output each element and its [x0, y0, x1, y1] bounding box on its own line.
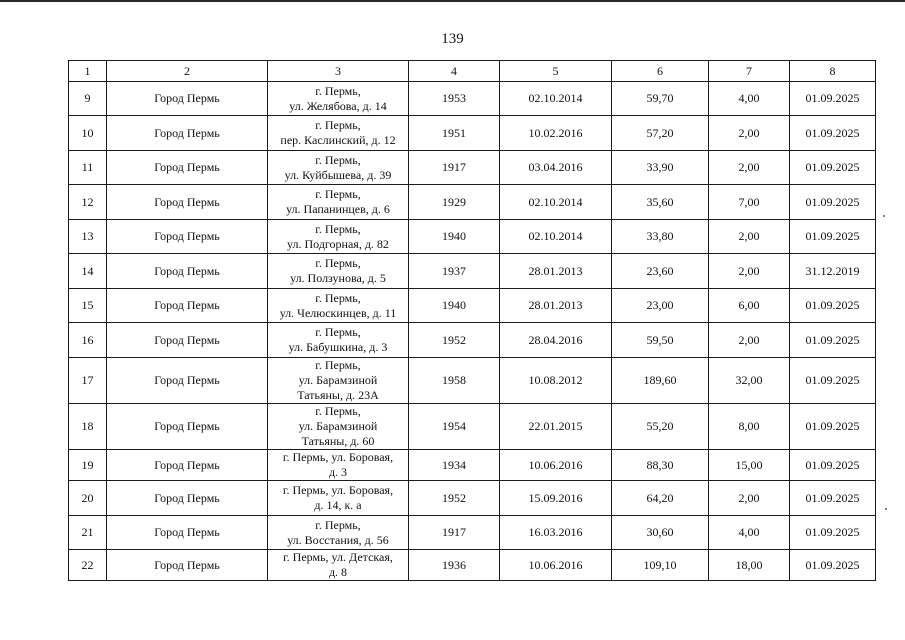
address-line: ул. Подгорная, д. 82	[287, 236, 389, 251]
cell-deadline: 31.12.2019	[790, 254, 876, 289]
cell-municipality: Город Пермь	[107, 289, 268, 323]
cell-num: 17	[69, 358, 107, 404]
cell-deadline: 01.09.2025	[790, 185, 876, 220]
table-row	[69, 254, 876, 289]
address-line: д. 3	[328, 465, 348, 479]
cell-address	[268, 116, 409, 151]
cell-deadline: 01.09.2025	[790, 450, 876, 481]
cell-date: 02.10.2014	[500, 185, 612, 220]
address-line: ул. Барамзиной	[298, 373, 378, 387]
cell-date: 28.01.2013	[500, 254, 612, 289]
cell-count: 2,00	[709, 220, 790, 254]
cell-date: 02.10.2014	[500, 220, 612, 254]
cell-num: 10	[69, 116, 107, 151]
cell-address	[268, 516, 409, 550]
cell-year: 1936	[409, 550, 500, 581]
column-header: 3	[268, 61, 409, 82]
cell-year: 1953	[409, 82, 500, 116]
cell-deadline: 01.09.2025	[790, 82, 876, 116]
cell-date: 16.03.2016	[500, 516, 612, 550]
table-row	[69, 323, 876, 358]
cell-address	[268, 254, 409, 289]
table-row	[69, 358, 876, 404]
column-header: 5	[500, 61, 612, 82]
cell-area: 23,00	[612, 289, 709, 323]
cell-area: 55,20	[612, 404, 709, 450]
cell-year: 1958	[409, 358, 500, 404]
cell-date: 28.04.2016	[500, 323, 612, 358]
address-line: ул. Барамзиной	[298, 419, 378, 433]
address-line: Татьяны, д. 23А	[297, 388, 379, 402]
cell-num: 13	[69, 220, 107, 254]
cell-year: 1952	[409, 323, 500, 358]
cell-address	[268, 450, 409, 481]
cell-num: 12	[69, 185, 107, 220]
cell-count: 4,00	[709, 516, 790, 550]
cell-municipality: Город Пермь	[107, 323, 268, 358]
cell-year: 1954	[409, 404, 500, 450]
address-line: г. Пермь,	[315, 325, 361, 339]
cell-count: 15,00	[709, 450, 790, 481]
table-row	[69, 404, 876, 450]
cell-year: 1952	[409, 481, 500, 516]
column-header: 7	[709, 61, 790, 82]
cell-address	[268, 358, 409, 404]
scan-speck	[885, 508, 887, 510]
cell-deadline: 01.09.2025	[790, 516, 876, 550]
table-row	[69, 516, 876, 550]
cell-address	[268, 323, 409, 358]
address-line: г. Пермь, ул. Детская,	[283, 550, 393, 564]
cell-address	[268, 220, 409, 254]
cell-area: 109,10	[612, 550, 709, 581]
table-row	[69, 450, 876, 481]
cell-num: 9	[69, 82, 107, 116]
table-row	[69, 116, 876, 151]
cell-year: 1951	[409, 116, 500, 151]
top-border-line	[0, 0, 905, 2]
address-line: г. Пермь,	[315, 517, 361, 532]
address-line: ул. Бабушкина, д. 3	[288, 340, 388, 354]
cell-year: 1937	[409, 254, 500, 289]
address-line: пер. Каслинский, д. 12	[280, 133, 396, 147]
cell-deadline: 01.09.2025	[790, 289, 876, 323]
cell-num: 20	[69, 481, 107, 516]
cell-municipality: Город Пермь	[107, 358, 268, 404]
cell-count: 7,00	[709, 185, 790, 220]
cell-municipality: Город Пермь	[107, 82, 268, 116]
cell-deadline: 01.09.2025	[790, 358, 876, 404]
cell-municipality: Город Пермь	[107, 550, 268, 581]
cell-area: 33,90	[612, 151, 709, 185]
cell-date: 02.10.2014	[500, 82, 612, 116]
cell-count: 2,00	[709, 116, 790, 151]
column-header: 6	[612, 61, 709, 82]
table-row	[69, 185, 876, 220]
cell-count: 2,00	[709, 151, 790, 185]
address-line: г. Пермь,	[315, 404, 361, 418]
cell-count: 8,00	[709, 404, 790, 450]
cell-area: 59,70	[612, 82, 709, 116]
address-line: ул. Челюскинцев, д. 11	[279, 305, 397, 320]
cell-count: 18,00	[709, 550, 790, 581]
column-header: 8	[790, 61, 876, 82]
address-line: г. Пермь,	[315, 152, 361, 167]
address-line: ул. Папанинцев, д. 6	[286, 202, 390, 216]
table-row	[69, 151, 876, 185]
address-line: г. Пермь,	[315, 358, 361, 372]
cell-address	[268, 82, 409, 116]
address-line: ул. Желябова, д. 14	[289, 98, 387, 113]
scan-speck	[883, 215, 885, 217]
cell-deadline: 01.09.2025	[790, 116, 876, 151]
address-line: ул. Ползунова, д. 5	[290, 271, 386, 285]
cell-num: 21	[69, 516, 107, 550]
cell-date: 10.02.2016	[500, 116, 612, 151]
cell-count: 4,00	[709, 82, 790, 116]
table-row	[69, 550, 876, 581]
table-row	[69, 220, 876, 254]
cell-municipality: Город Пермь	[107, 185, 268, 220]
address-line: Татьяны, д. 60	[301, 434, 375, 448]
address-line: г. Пермь,	[315, 187, 361, 201]
cell-municipality: Город Пермь	[107, 481, 268, 516]
cell-num: 14	[69, 254, 107, 289]
cell-num: 15	[69, 289, 107, 323]
cell-year: 1940	[409, 220, 500, 254]
column-header: 4	[409, 61, 500, 82]
cell-address	[268, 151, 409, 185]
cell-year: 1934	[409, 450, 500, 481]
table-row	[69, 82, 876, 116]
cell-count: 2,00	[709, 323, 790, 358]
cell-area: 88,30	[612, 450, 709, 481]
cell-address	[268, 481, 409, 516]
cell-area: 64,20	[612, 481, 709, 516]
cell-deadline: 01.09.2025	[790, 550, 876, 581]
address-line: г. Пермь,	[315, 221, 361, 236]
cell-municipality: Город Пермь	[107, 220, 268, 254]
cell-num: 16	[69, 323, 107, 358]
cell-year: 1917	[409, 151, 500, 185]
cell-count: 2,00	[709, 481, 790, 516]
address-line: г. Пермь,	[315, 118, 361, 132]
cell-area: 33,80	[612, 220, 709, 254]
page-number: 139	[441, 31, 464, 47]
cell-num: 19	[69, 450, 107, 481]
address-line: д. 14, к. а	[314, 498, 362, 512]
cell-municipality: Город Пермь	[107, 116, 268, 151]
cell-deadline: 01.09.2025	[790, 151, 876, 185]
cell-date: 10.06.2016	[500, 550, 612, 581]
cell-count: 2,00	[709, 254, 790, 289]
cell-address	[268, 550, 409, 581]
cell-municipality: Город Пермь	[107, 151, 268, 185]
address-line: г. Пермь, ул. Боровая,	[282, 450, 394, 464]
cell-municipality: Город Пермь	[107, 450, 268, 481]
address-line: г. Пермь,	[315, 290, 361, 305]
cell-count: 32,00	[709, 358, 790, 404]
cell-date: 28.01.2013	[500, 289, 612, 323]
cell-year: 1940	[409, 289, 500, 323]
cell-deadline: 01.09.2025	[790, 481, 876, 516]
cell-area: 30,60	[612, 516, 709, 550]
cell-date: 22.01.2015	[500, 404, 612, 450]
cell-address	[268, 289, 409, 323]
cell-num: 18	[69, 404, 107, 450]
column-header: 1	[69, 61, 107, 82]
cell-deadline: 01.09.2025	[790, 220, 876, 254]
cell-date: 03.04.2016	[500, 151, 612, 185]
cell-municipality: Город Пермь	[107, 516, 268, 550]
address-line: д. 8	[328, 565, 348, 579]
address-line: ул. Куйбышева, д. 39	[284, 167, 392, 182]
cell-num: 22	[69, 550, 107, 581]
cell-deadline: 01.09.2025	[790, 323, 876, 358]
address-line: г. Пермь,	[315, 83, 361, 98]
table-body	[69, 61, 876, 581]
cell-area: 59,50	[612, 323, 709, 358]
table-row	[69, 481, 876, 516]
column-number-row	[69, 61, 876, 82]
cell-area: 57,20	[612, 116, 709, 151]
cell-address	[268, 185, 409, 220]
cell-date: 15.09.2016	[500, 481, 612, 516]
cell-count: 6,00	[709, 289, 790, 323]
address-line: г. Пермь,	[315, 256, 361, 270]
address-line: ул. Восстания, д. 56	[287, 532, 389, 547]
cell-date: 10.06.2016	[500, 450, 612, 481]
cell-area: 35,60	[612, 185, 709, 220]
cell-address	[268, 404, 409, 450]
cell-date: 10.08.2012	[500, 358, 612, 404]
cell-year: 1917	[409, 516, 500, 550]
address-line: г. Пермь, ул. Боровая,	[282, 483, 394, 497]
cell-area: 23,60	[612, 254, 709, 289]
cell-num: 11	[69, 151, 107, 185]
column-header: 2	[107, 61, 268, 82]
cell-municipality: Город Пермь	[107, 254, 268, 289]
cell-deadline: 01.09.2025	[790, 404, 876, 450]
cell-year: 1929	[409, 185, 500, 220]
cell-municipality: Город Пермь	[107, 404, 268, 450]
table-row	[69, 289, 876, 323]
cell-area: 189,60	[612, 358, 709, 404]
housing-table	[68, 60, 876, 581]
